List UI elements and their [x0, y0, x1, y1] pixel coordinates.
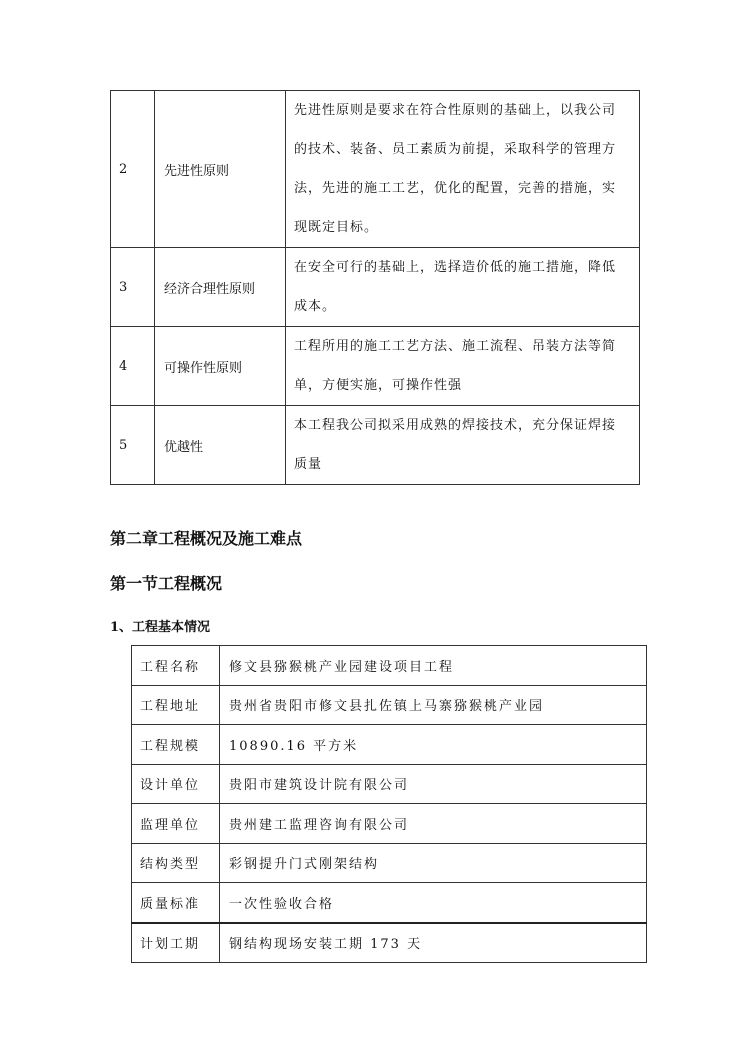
description-line: 在安全可行的基础上，选择造价低的施工措施，降低: [294, 260, 617, 275]
description-line: 成本。: [294, 299, 337, 314]
info-row: [132, 804, 647, 844]
info-row: [132, 685, 647, 725]
principle-number: 2: [111, 91, 155, 248]
info-key: 工程规模: [132, 725, 220, 765]
info-row: [132, 764, 647, 804]
description-line: 本工程我公司拟采用成熟的焊接技术，充分保证焊接: [294, 418, 617, 433]
principle-number: 3: [111, 248, 155, 327]
principle-row: [111, 406, 640, 485]
principle-name: 先进性原则: [155, 91, 286, 248]
description-line: 工程所用的施工工艺方法、施工流程、吊装方法等简: [294, 339, 617, 354]
principle-name: 优越性: [155, 406, 286, 485]
project-info-table: [131, 645, 647, 963]
info-row: [132, 843, 647, 883]
info-row: [132, 883, 647, 923]
info-value: 贵阳市建筑设计院有限公司: [220, 764, 647, 804]
info-key: 设计单位: [132, 764, 220, 804]
info-key: 质量标准: [132, 883, 220, 923]
principle-row: [111, 327, 640, 406]
principle-row: [111, 248, 640, 327]
description-line: 法，先进的施工工艺，优化的配置，完善的措施，实: [294, 181, 617, 196]
principle-description: [286, 406, 640, 485]
description-line: 单，方便实施，可操作性强: [294, 378, 463, 393]
info-key: 监理单位: [132, 804, 220, 844]
principle-number: 5: [111, 406, 155, 485]
principle-description: [286, 327, 640, 406]
principles-table: [110, 90, 640, 485]
principle-name: 经济合理性原则: [155, 248, 286, 327]
info-value: 贵州建工监理咨询有限公司: [220, 804, 647, 844]
info-value: 一次性验收合格: [220, 883, 647, 923]
info-value: 贵州省贵阳市修文县扎佐镇上马寨猕猴桃产业园: [220, 685, 647, 725]
info-value: 修文县猕猴桃产业园建设项目工程: [220, 646, 647, 686]
info-value: 10890.16 平方米: [220, 725, 647, 765]
section-title: 第一节工程概况: [110, 574, 223, 593]
description-line: 质量: [294, 457, 323, 472]
subsection-title: 1、工程基本情况: [110, 620, 211, 635]
info-key: 工程名称: [132, 646, 220, 686]
description-line: 先进性原则是要求在符合性原则的基础上，以我公司: [294, 103, 617, 118]
info-row: [132, 646, 647, 686]
info-value: 钢结构现场安装工期 173 天: [220, 923, 647, 963]
info-key: 工程地址: [132, 685, 220, 725]
info-key: 计划工期: [132, 923, 220, 963]
info-row: [132, 725, 647, 765]
principle-row: [111, 91, 640, 248]
chapter-title: 第二章工程概况及施工难点: [110, 529, 303, 548]
info-key: 结构类型: [132, 843, 220, 883]
info-value: 彩钢提升门式刚架结构: [220, 843, 647, 883]
description-line: 现既定目标。: [294, 220, 379, 235]
principle-number: 4: [111, 327, 155, 406]
principle-description: [286, 248, 640, 327]
principle-name: 可操作性原则: [155, 327, 286, 406]
principle-description: [286, 91, 640, 248]
description-line: 的技术、装备、员工素质为前提，采取科学的管理方: [294, 142, 617, 157]
info-row: [132, 923, 647, 963]
